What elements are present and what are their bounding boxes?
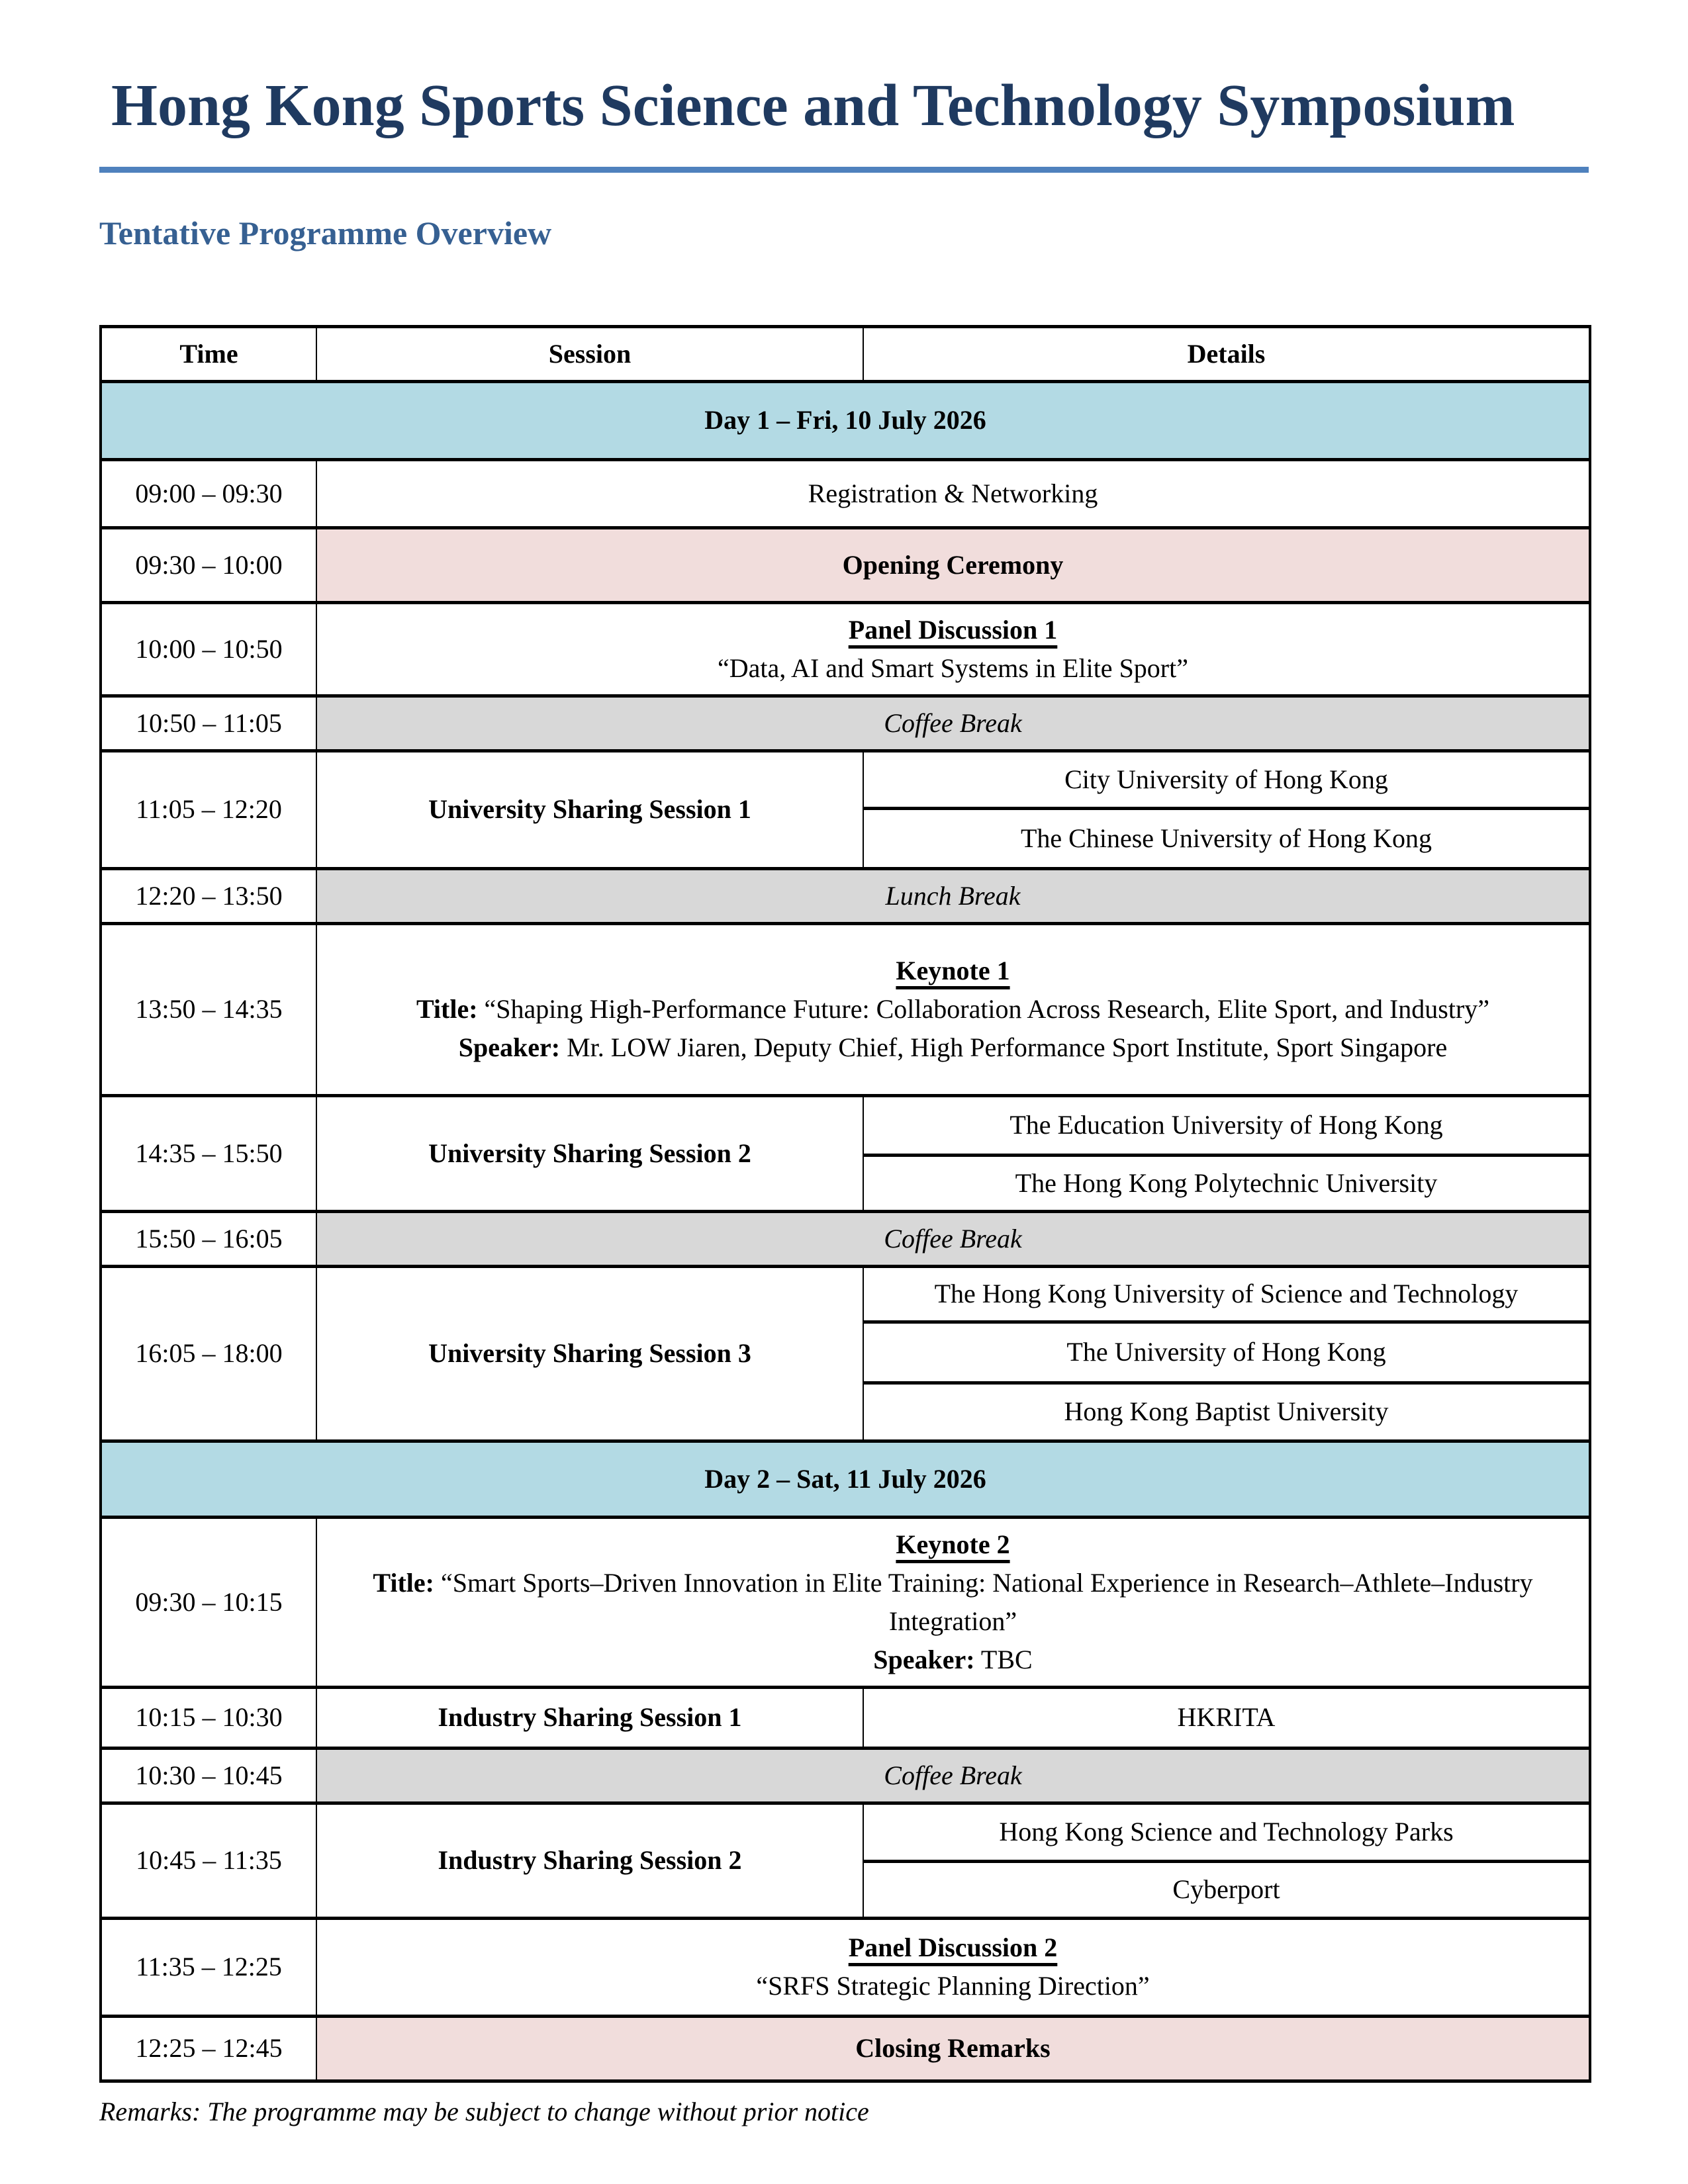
row-registration	[101, 459, 1590, 527]
time-keynote1: 13:50 – 14:35	[101, 923, 316, 1095]
cell-panel-discussion-2	[316, 1918, 1590, 2016]
day1-banner: Day 1 – Fri, 10 July 2026	[101, 381, 1590, 459]
time-uss2: 14:35 – 15:50	[101, 1095, 316, 1211]
details-uss3-0: The Hong Kong University of Science and Technology	[863, 1266, 1590, 1322]
time-panel2: 11:35 – 12:25	[101, 1918, 316, 2016]
title-block	[99, 71, 1589, 173]
panel2-topic: “SRFS Strategic Planning Direction”	[756, 1971, 1150, 2001]
session-uss2: University Sharing Session 2	[316, 1095, 863, 1211]
details-uss3-1: The University of Hong Kong	[863, 1322, 1590, 1383]
cell-keynote-1	[316, 923, 1590, 1095]
cell-coffee-break-1: Coffee Break	[316, 696, 1590, 751]
cell-coffee-break-2: Coffee Break	[316, 1211, 1590, 1266]
cell-registration: Registration & Networking	[316, 459, 1590, 527]
details-uss2-0: The Education University of Hong Kong	[863, 1095, 1590, 1155]
details-iss2-0: Hong Kong Science and Technology Parks	[863, 1803, 1590, 1861]
session-uss3: University Sharing Session 3	[316, 1266, 863, 1441]
day2-banner-row	[101, 1441, 1590, 1517]
time-registration: 09:00 – 09:30	[101, 459, 316, 527]
row-uss3-a	[101, 1266, 1590, 1322]
row-panel-discussion-2	[101, 1918, 1590, 2016]
details-uss1-1: The Chinese University of Hong Kong	[863, 808, 1590, 868]
day1-banner-row	[101, 381, 1590, 459]
time-coffee1: 10:50 – 11:05	[101, 696, 316, 751]
cell-keynote-2	[316, 1517, 1590, 1687]
row-keynote-1	[101, 923, 1590, 1095]
cell-opening-ceremony: Opening Ceremony	[316, 527, 1590, 602]
row-closing-remarks	[101, 2016, 1590, 2081]
page-subtitle: Tentative Programme Overview	[99, 214, 552, 251]
details-iss2-1: Cyberport	[863, 1861, 1590, 1918]
row-coffee-break-2	[101, 1211, 1590, 1266]
programme-table	[99, 325, 1591, 2083]
panel2-heading: Panel Discussion 2	[848, 1933, 1058, 1962]
time-panel1: 10:00 – 10:50	[101, 602, 316, 696]
panel1-heading: Panel Discussion 1	[848, 614, 1058, 645]
keynote1-speaker-text: Mr. LOW Jiaren, Deputy Chief, High Performance Sport Institute, Sport Singapore	[567, 1032, 1448, 1062]
time-iss2: 10:45 – 11:35	[101, 1803, 316, 1918]
page-title: Hong Kong Sports Science and Technology Symposium	[111, 73, 1515, 138]
time-iss1: 10:15 – 10:30	[101, 1687, 316, 1748]
time-closing: 12:25 – 12:45	[101, 2016, 316, 2081]
keynote1-title-line	[333, 990, 1573, 1028]
row-coffee-break-1	[101, 696, 1590, 751]
table-header-row	[101, 326, 1590, 381]
keynote2-title-text: “Smart Sports–Driven Innovation in Elite Training: National Experience in Research–Athlete–Industry Integration”	[440, 1567, 1533, 1636]
keynote2-title-label: Title:	[373, 1567, 434, 1598]
session-iss1: Industry Sharing Session 1	[316, 1687, 863, 1748]
details-iss1-0: HKRITA	[863, 1687, 1590, 1748]
footer-remarks: Remarks: The programme may be subject to change without prior notice	[99, 2096, 869, 2126]
keynote1-heading: Keynote 1	[896, 956, 1010, 985]
keynote2-speaker-label: Speaker:	[873, 1644, 975, 1674]
time-uss3: 16:05 – 18:00	[101, 1266, 316, 1441]
row-opening-ceremony	[101, 527, 1590, 602]
header-time: Time	[101, 326, 316, 381]
keynote2-title-line	[333, 1564, 1573, 1641]
row-keynote-2	[101, 1517, 1590, 1687]
cell-closing-remarks: Closing Remarks	[316, 2016, 1590, 2081]
keynote2-speaker-text: TBC	[980, 1644, 1033, 1674]
row-coffee-break-3	[101, 1748, 1590, 1803]
keynote1-speaker-label: Speaker:	[458, 1032, 561, 1062]
keynote1-speaker-line	[333, 1028, 1573, 1067]
time-coffee3: 10:30 – 10:45	[101, 1748, 316, 1803]
keynote1-title-text: “Shaping High-Performance Future: Collaboration Across Research, Elite Sport, and Industry”	[484, 994, 1490, 1024]
day2-banner: Day 2 – Sat, 11 July 2026	[101, 1441, 1590, 1517]
session-uss1: University Sharing Session 1	[316, 751, 863, 868]
keynote1-title-label: Title:	[416, 994, 478, 1024]
keynote2-heading: Keynote 2	[896, 1529, 1010, 1559]
header-session: Session	[316, 326, 863, 381]
keynote2-speaker-line	[333, 1641, 1573, 1679]
row-lunch-break	[101, 868, 1590, 923]
details-uss3-2: Hong Kong Baptist University	[863, 1383, 1590, 1441]
panel1-topic: “Data, AI and Smart Systems in Elite Sport”	[718, 653, 1188, 683]
row-uss2-a	[101, 1095, 1590, 1155]
session-iss2: Industry Sharing Session 2	[316, 1803, 863, 1918]
time-coffee2: 15:50 – 16:05	[101, 1211, 316, 1266]
time-keynote2: 09:30 – 10:15	[101, 1517, 316, 1687]
time-lunch: 12:20 – 13:50	[101, 868, 316, 923]
time-opening: 09:30 – 10:00	[101, 527, 316, 602]
row-iss1	[101, 1687, 1590, 1748]
time-uss1: 11:05 – 12:20	[101, 751, 316, 868]
cell-panel-discussion-1	[316, 602, 1590, 696]
cell-lunch-break: Lunch Break	[316, 868, 1590, 923]
details-uss1-0: City University of Hong Kong	[863, 751, 1590, 808]
header-details: Details	[863, 326, 1590, 381]
row-panel-discussion-1	[101, 602, 1590, 696]
row-iss2-a	[101, 1803, 1590, 1861]
row-uss1-a	[101, 751, 1590, 808]
cell-coffee-break-3: Coffee Break	[316, 1748, 1590, 1803]
details-uss2-1: The Hong Kong Polytechnic University	[863, 1155, 1590, 1211]
